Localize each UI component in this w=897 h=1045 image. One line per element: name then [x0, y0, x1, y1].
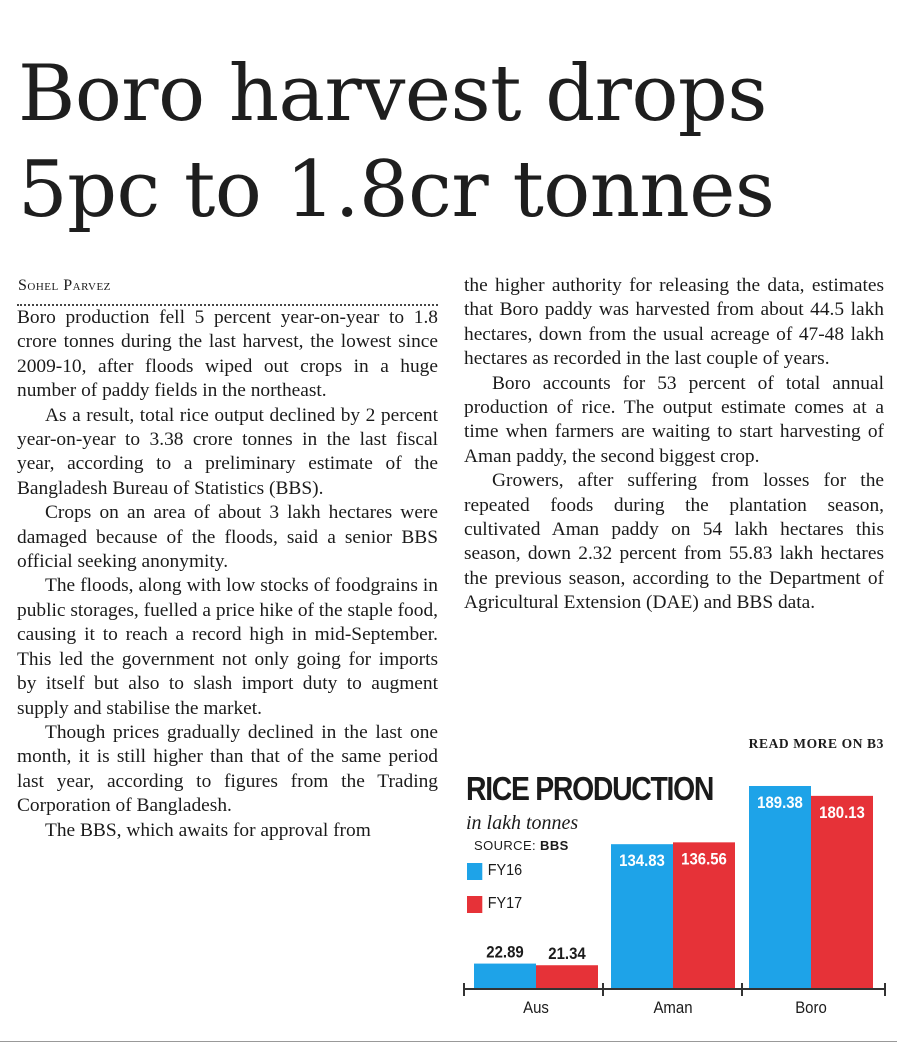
bar-aus-fy16 — [474, 964, 536, 988]
category-label-aus: Aus — [523, 999, 549, 1018]
paragraph: The BBS, which awaits for approval from — [45, 819, 371, 841]
category-label-boro: Boro — [795, 999, 827, 1018]
chart-source-label: SOURCE: — [474, 838, 537, 853]
paragraph: The floods, along with low stocks of foodgrains in public storages, fuelled a price hike of the staple food, causing it to reach a record high in mid-September. This led the government not only going for imports by itself but also to slash import duty to augment supply and stabilise the market. — [17, 575, 438, 719]
value-label-aus-fy17: 21.34 — [548, 945, 586, 964]
bar-boro-fy16 — [749, 786, 811, 988]
value-label-aman-fy17: 136.56 — [681, 850, 727, 869]
value-label-aman-fy16: 134.83 — [619, 852, 665, 871]
read-more-link[interactable]: READ MORE ON B3 — [748, 736, 884, 751]
bottom-rule — [0, 1041, 897, 1042]
chart-title: RICE PRODUCTION — [466, 770, 714, 807]
chart-subtitle: in lakh tonnes — [466, 812, 579, 834]
legend-label-fy16: FY16 — [487, 862, 523, 879]
value-label-boro-fy16: 189.38 — [757, 794, 803, 813]
value-label-aus-fy16: 22.89 — [486, 943, 524, 962]
paragraph: Boro accounts for 53 percent of total annual production of rice. The output estimate comes at a time when farmers are waiting to start harvesting of Aman paddy, the second biggest crop. — [464, 372, 884, 467]
paragraph: As a result, total rice output declined by 2 percent year-on-year to 3.38 crore tonnes in the last fiscal year, according to a preliminary estimate of the Bangladesh Bureau of Statistics (BBS). — [17, 404, 438, 499]
chart-source-value: BBS — [540, 838, 569, 853]
bar-aus-fy17 — [536, 965, 598, 988]
paragraph: Crops on an area of about 3 lakh hectares were damaged because of the floods, said a senior BBS official seeking anonymity. — [17, 502, 438, 573]
headline-line-2: 5pc to 1.8cr tonnes — [18, 145, 775, 235]
value-label-boro-fy17: 180.13 — [819, 804, 865, 823]
paragraph: Boro production fell 5 percent year-on-year to 1.8 crore tonnes during the last harvest, the lowest since 2009-10, after floods wiped out crops in a huge number of paddy fields in the northeast. — [17, 307, 438, 402]
byline: Sohel Parvez — [18, 277, 111, 294]
legend-label-fy17: FY17 — [487, 895, 523, 912]
category-label-aman: Aman — [653, 999, 693, 1018]
paragraph: Though prices gradually declined in the last one month, it is still higher than that of the same period last year, according to figures from the Trading Corporation of Bangladesh. — [17, 721, 438, 817]
paragraph: the higher authority for releasing the data, estimates that Boro paddy was harvested from about 44.5 lakh hectares, down from the usual acreage of 47-48 lakh hectares as recorded in the last couple of years. — [464, 275, 884, 370]
bar-boro-fy17 — [811, 796, 873, 988]
headline-line-1: Boro harvest drops — [18, 49, 767, 139]
paragraph: Growers, after suffering from losses for the repeated foods during the plantation season, cultivated Aman paddy on 54 lakh hectares this season, down 2.32 percent from 55.83 lakh hectares the previous season, according to the Department of Agricultural Extension (DAE) and BBS data. — [464, 470, 884, 614]
